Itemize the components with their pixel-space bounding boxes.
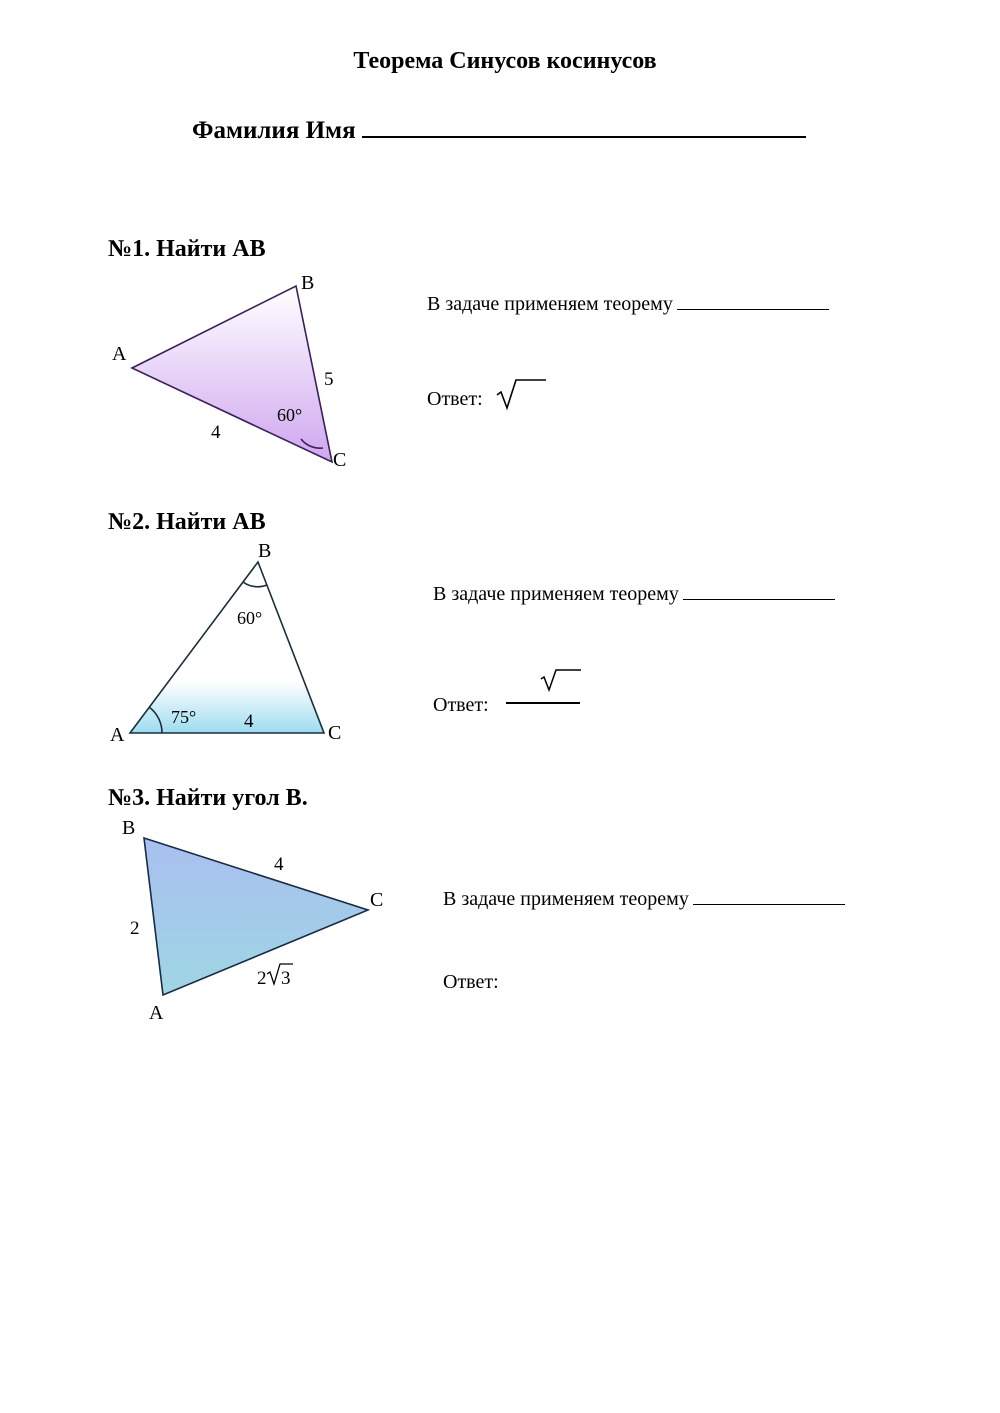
task-3-triangle-figure bbox=[100, 810, 400, 1028]
task-2-triangle-figure bbox=[100, 536, 360, 748]
task-3-side-ab-label: 2 bbox=[130, 918, 140, 939]
task-1-answer-label: Ответ: bbox=[427, 388, 483, 410]
task-3-vertex-a: A bbox=[149, 1002, 164, 1024]
task-2-angle-a-label: 75° bbox=[171, 707, 197, 727]
task-1-triangle bbox=[132, 286, 332, 462]
task-1-vertex-b: B bbox=[301, 272, 315, 294]
task-2-prompt-text: В задаче применяем теорему bbox=[433, 583, 679, 605]
task-1-side-ac-label: 4 bbox=[211, 422, 221, 443]
task-2-triangle bbox=[130, 562, 324, 733]
task-2-fraction-sqrt-icon[interactable] bbox=[502, 666, 586, 710]
task-1-sqrt-icon[interactable] bbox=[494, 374, 550, 414]
task-3-theorem-blank[interactable] bbox=[693, 886, 845, 905]
task-3-answer-field[interactable] bbox=[512, 968, 632, 996]
task-1-vertex-c: C bbox=[333, 449, 347, 471]
task-3-prompt-text: В задаче применяем теорему bbox=[443, 888, 689, 910]
task-3-side-bc-label: 4 bbox=[274, 854, 284, 875]
task-1-heading: №1. Найти АВ bbox=[108, 236, 266, 262]
task-3-theorem-prompt bbox=[443, 886, 845, 911]
task-2-angle-b-label: 60° bbox=[237, 608, 263, 628]
student-name-row bbox=[192, 112, 806, 145]
task-1-angle-c-label: 60° bbox=[277, 405, 303, 425]
task-2-vertex-c: C bbox=[328, 722, 342, 744]
task-2-side-ac-label: 4 bbox=[244, 711, 254, 732]
task-1-prompt-text: В задаче применяем теорему bbox=[427, 293, 673, 315]
task-1-theorem-blank[interactable] bbox=[677, 291, 829, 310]
task-2-vertex-b: B bbox=[258, 540, 272, 562]
task-3-vertex-c: C bbox=[370, 889, 384, 911]
task-1-vertex-a: A bbox=[112, 343, 127, 365]
task-2-heading: №2. Найти АВ bbox=[108, 509, 266, 535]
task-3-vertex-b: B bbox=[122, 817, 136, 839]
task-3-side-ac-coef: 2 bbox=[257, 968, 267, 989]
task-2-answer-label: Ответ: bbox=[433, 694, 489, 716]
student-name-label: Фамилия Имя bbox=[192, 117, 356, 144]
task-1-triangle-figure bbox=[100, 268, 370, 478]
task-3-triangle bbox=[144, 838, 368, 995]
task-3-answer-label: Ответ: bbox=[443, 971, 499, 993]
task-3-side-ac-radicand: 3 bbox=[281, 968, 291, 989]
task-1-side-bc-label: 5 bbox=[324, 369, 334, 390]
task-3-heading: №3. Найти угол В. bbox=[108, 785, 308, 811]
task-2-theorem-blank[interactable] bbox=[683, 581, 835, 600]
task-2-vertex-a: A bbox=[110, 724, 125, 746]
student-name-blank[interactable] bbox=[362, 112, 806, 138]
page-title: Теорема Синусов косинусов bbox=[353, 48, 657, 74]
task-1-theorem-prompt bbox=[427, 291, 829, 316]
task-2-theorem-prompt bbox=[433, 581, 835, 606]
